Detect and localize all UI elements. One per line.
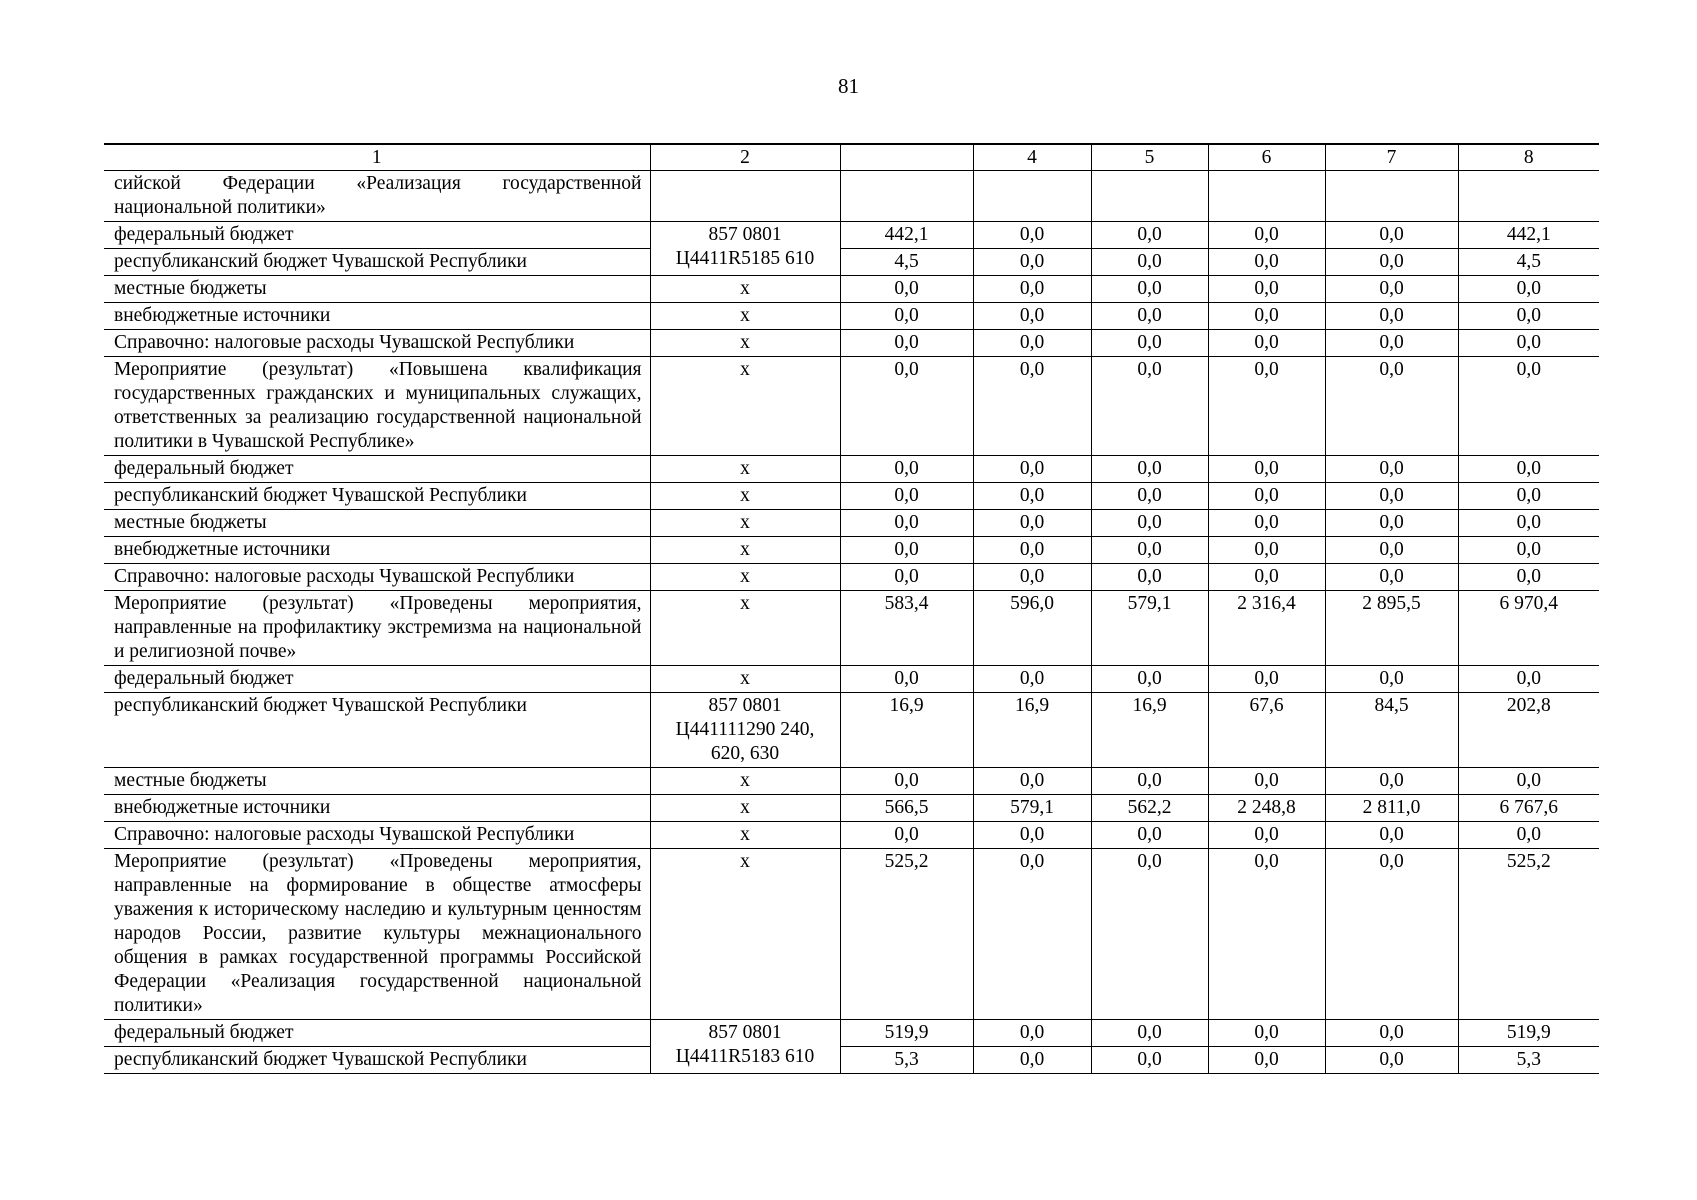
- table-row: [104, 795, 1599, 822]
- table-row: [104, 249, 1599, 276]
- value-cell: 0,0: [1208, 249, 1325, 276]
- row-name-cell: республиканский бюджет Чувашской Республики: [104, 693, 650, 768]
- budget-code-cell: x: [650, 768, 840, 795]
- value-cell: 4,5: [1458, 249, 1599, 276]
- value-cell: 0,0: [1091, 357, 1208, 456]
- value-cell: 0,0: [973, 564, 1091, 591]
- value-cell: 0,0: [1458, 666, 1599, 693]
- value-cell: 6 767,6: [1458, 795, 1599, 822]
- value-cell: [1208, 171, 1325, 222]
- value-cell: 0,0: [840, 276, 973, 303]
- value-cell: 519,9: [840, 1020, 973, 1047]
- value-cell: 0,0: [973, 357, 1091, 456]
- value-cell: 5,3: [1458, 1047, 1599, 1074]
- value-cell: 0,0: [1325, 822, 1458, 849]
- value-cell: 0,0: [973, 666, 1091, 693]
- row-name-cell: внебюджетные источники: [104, 303, 650, 330]
- value-cell: 2 248,8: [1208, 795, 1325, 822]
- value-cell: 0,0: [1325, 1047, 1458, 1074]
- table-row: [104, 510, 1599, 537]
- value-cell: 0,0: [1458, 303, 1599, 330]
- table-row: [104, 849, 1599, 1020]
- table-row: [104, 357, 1599, 456]
- table-row: [104, 693, 1599, 768]
- value-cell: 0,0: [1208, 849, 1325, 1020]
- value-cell: 0,0: [840, 822, 973, 849]
- budget-code-cell: 857 0801 Ц4411R5183 610: [650, 1020, 840, 1074]
- value-cell: 0,0: [1458, 822, 1599, 849]
- value-cell: 0,0: [1325, 537, 1458, 564]
- value-cell: 0,0: [1208, 357, 1325, 456]
- table-row: [104, 822, 1599, 849]
- value-cell: 442,1: [840, 222, 973, 249]
- value-cell: 2 316,4: [1208, 591, 1325, 666]
- value-cell: 0,0: [1208, 1020, 1325, 1047]
- value-cell: 0,0: [973, 510, 1091, 537]
- value-cell: 0,0: [1325, 768, 1458, 795]
- row-name-cell: местные бюджеты: [104, 768, 650, 795]
- value-cell: 0,0: [1091, 564, 1208, 591]
- value-cell: 0,0: [840, 456, 973, 483]
- value-cell: 519,9: [1458, 1020, 1599, 1047]
- budget-code-cell: x: [650, 666, 840, 693]
- value-cell: 525,2: [840, 849, 973, 1020]
- row-name-cell: республиканский бюджет Чувашской Республики: [104, 249, 650, 276]
- value-cell: 2 811,0: [1325, 795, 1458, 822]
- row-name-cell: республиканский бюджет Чувашской Республики: [104, 1047, 650, 1074]
- value-cell: 562,2: [1091, 795, 1208, 822]
- value-cell: 0,0: [1208, 510, 1325, 537]
- table-row: [104, 483, 1599, 510]
- value-cell: 0,0: [1458, 564, 1599, 591]
- row-name-cell: федеральный бюджет: [104, 456, 650, 483]
- budget-code-cell: x: [650, 357, 840, 456]
- row-name-cell: Справочно: налоговые расходы Чувашской Республики: [104, 822, 650, 849]
- value-cell: 566,5: [840, 795, 973, 822]
- value-cell: [1091, 171, 1208, 222]
- budget-table: [104, 143, 1599, 1074]
- row-name-cell: Мероприятие (результат) «Проведены мероприятия, направленные на профилактику экстремизма на национальной и религиозной почве»: [104, 591, 650, 666]
- budget-code-cell: x: [650, 537, 840, 564]
- table-row: [104, 456, 1599, 483]
- table-row: [104, 666, 1599, 693]
- row-name-cell: сийской Федерации «Реализация государственной национальной политики»: [104, 171, 650, 222]
- value-cell: 16,9: [1091, 693, 1208, 768]
- value-cell: 0,0: [840, 768, 973, 795]
- budget-code-cell: x: [650, 591, 840, 666]
- value-cell: 0,0: [840, 303, 973, 330]
- budget-code-cell: x: [650, 822, 840, 849]
- table-row: [104, 276, 1599, 303]
- budget-code-cell: x: [650, 795, 840, 822]
- value-cell: 0,0: [1325, 276, 1458, 303]
- value-cell: 0,0: [1208, 666, 1325, 693]
- value-cell: 0,0: [1091, 822, 1208, 849]
- column-header: 5: [1091, 144, 1208, 171]
- row-name-cell: Справочно: налоговые расходы Чувашской Республики: [104, 330, 650, 357]
- table-header-row: [104, 144, 1599, 171]
- budget-code-cell: x: [650, 456, 840, 483]
- budget-code-cell: [650, 171, 840, 222]
- value-cell: 0,0: [1208, 537, 1325, 564]
- value-cell: 0,0: [1091, 1020, 1208, 1047]
- value-cell: 0,0: [1091, 666, 1208, 693]
- column-header: 7: [1325, 144, 1458, 171]
- value-cell: 0,0: [973, 768, 1091, 795]
- value-cell: 0,0: [840, 330, 973, 357]
- budget-code-cell: x: [650, 510, 840, 537]
- table-row: [104, 537, 1599, 564]
- value-cell: 0,0: [973, 456, 1091, 483]
- value-cell: 0,0: [1325, 849, 1458, 1020]
- value-cell: 0,0: [973, 276, 1091, 303]
- column-header: 1: [104, 144, 650, 171]
- budget-code-cell: 857 0801 Ц4411R5185 610: [650, 222, 840, 276]
- value-cell: 0,0: [840, 564, 973, 591]
- page-number: 81: [838, 74, 859, 98]
- value-cell: 442,1: [1458, 222, 1599, 249]
- value-cell: [1325, 171, 1458, 222]
- budget-code-cell: x: [650, 564, 840, 591]
- value-cell: 0,0: [840, 483, 973, 510]
- row-name-cell: федеральный бюджет: [104, 222, 650, 249]
- value-cell: [1458, 171, 1599, 222]
- value-cell: 0,0: [1325, 303, 1458, 330]
- column-header: 4: [973, 144, 1091, 171]
- value-cell: 0,0: [1458, 456, 1599, 483]
- value-cell: 0,0: [973, 222, 1091, 249]
- value-cell: 0,0: [1458, 510, 1599, 537]
- value-cell: 0,0: [1208, 276, 1325, 303]
- value-cell: [840, 171, 973, 222]
- value-cell: 0,0: [1458, 276, 1599, 303]
- value-cell: 0,0: [973, 249, 1091, 276]
- table-row: [104, 303, 1599, 330]
- value-cell: 525,2: [1458, 849, 1599, 1020]
- value-cell: 84,5: [1325, 693, 1458, 768]
- row-name-cell: федеральный бюджет: [104, 666, 650, 693]
- value-cell: 0,0: [1325, 456, 1458, 483]
- value-cell: 0,0: [973, 303, 1091, 330]
- column-header: 2: [650, 144, 840, 171]
- value-cell: 0,0: [1091, 537, 1208, 564]
- table-row: [104, 222, 1599, 249]
- value-cell: 0,0: [1325, 330, 1458, 357]
- value-cell: 583,4: [840, 591, 973, 666]
- value-cell: 0,0: [1458, 330, 1599, 357]
- value-cell: 0,0: [1325, 483, 1458, 510]
- value-cell: 0,0: [1325, 510, 1458, 537]
- value-cell: 0,0: [1091, 330, 1208, 357]
- value-cell: 0,0: [1091, 303, 1208, 330]
- value-cell: 0,0: [1091, 768, 1208, 795]
- value-cell: 0,0: [1091, 849, 1208, 1020]
- value-cell: 0,0: [973, 1020, 1091, 1047]
- budget-code-cell: 857 0801 Ц441111290 240, 620, 630: [650, 693, 840, 768]
- value-cell: 0,0: [840, 666, 973, 693]
- value-cell: 579,1: [973, 795, 1091, 822]
- value-cell: 0,0: [1325, 564, 1458, 591]
- value-cell: 0,0: [1208, 222, 1325, 249]
- table-row: [104, 330, 1599, 357]
- table-row: [104, 768, 1599, 795]
- value-cell: 0,0: [1325, 249, 1458, 276]
- value-cell: 0,0: [973, 822, 1091, 849]
- budget-code-cell: x: [650, 330, 840, 357]
- table-row: [104, 1047, 1599, 1074]
- value-cell: 16,9: [973, 693, 1091, 768]
- row-name-cell: Мероприятие (результат) «Повышена квалификация государственных гражданских и муниципальных служащих, ответственных за реализацию государственной национальной политики в Чувашской Республике»: [104, 357, 650, 456]
- table-row: [104, 564, 1599, 591]
- value-cell: 0,0: [1458, 357, 1599, 456]
- row-name-cell: местные бюджеты: [104, 510, 650, 537]
- value-cell: 16,9: [840, 693, 973, 768]
- value-cell: 0,0: [1325, 357, 1458, 456]
- value-cell: 0,0: [1458, 483, 1599, 510]
- value-cell: 0,0: [1458, 768, 1599, 795]
- budget-code-cell: x: [650, 303, 840, 330]
- value-cell: 2 895,5: [1325, 591, 1458, 666]
- value-cell: 0,0: [1325, 666, 1458, 693]
- value-cell: 0,0: [1091, 483, 1208, 510]
- row-name-cell: Справочно: налоговые расходы Чувашской Республики: [104, 564, 650, 591]
- value-cell: 0,0: [1208, 303, 1325, 330]
- value-cell: [973, 171, 1091, 222]
- value-cell: 0,0: [1325, 1020, 1458, 1047]
- value-cell: 0,0: [1091, 222, 1208, 249]
- value-cell: 6 970,4: [1458, 591, 1599, 666]
- value-cell: 0,0: [973, 330, 1091, 357]
- value-cell: 0,0: [1325, 222, 1458, 249]
- value-cell: 0,0: [973, 537, 1091, 564]
- value-cell: 0,0: [840, 537, 973, 564]
- value-cell: 202,8: [1458, 693, 1599, 768]
- table-row: [104, 591, 1599, 666]
- budget-code-cell: x: [650, 483, 840, 510]
- row-name-cell: местные бюджеты: [104, 276, 650, 303]
- value-cell: 67,6: [1208, 693, 1325, 768]
- value-cell: 0,0: [1208, 564, 1325, 591]
- table-body: [104, 144, 1599, 1074]
- value-cell: 0,0: [973, 1047, 1091, 1074]
- value-cell: 0,0: [840, 357, 973, 456]
- value-cell: 0,0: [973, 849, 1091, 1020]
- value-cell: 0,0: [1091, 510, 1208, 537]
- value-cell: 0,0: [1091, 1047, 1208, 1074]
- value-cell: 0,0: [1208, 1047, 1325, 1074]
- value-cell: 579,1: [1091, 591, 1208, 666]
- row-name-cell: республиканский бюджет Чувашской Республики: [104, 483, 650, 510]
- value-cell: 0,0: [1091, 276, 1208, 303]
- value-cell: 0,0: [1208, 330, 1325, 357]
- value-cell: 0,0: [1208, 822, 1325, 849]
- column-header: 8: [1458, 144, 1599, 171]
- value-cell: 0,0: [973, 483, 1091, 510]
- value-cell: 0,0: [1208, 456, 1325, 483]
- value-cell: 0,0: [1458, 537, 1599, 564]
- value-cell: 4,5: [840, 249, 973, 276]
- budget-code-cell: x: [650, 849, 840, 1020]
- row-name-cell: внебюджетные источники: [104, 537, 650, 564]
- row-name-cell: внебюджетные источники: [104, 795, 650, 822]
- budget-code-cell: x: [650, 276, 840, 303]
- value-cell: 0,0: [1091, 249, 1208, 276]
- row-name-cell: Мероприятие (результат) «Проведены мероприятия, направленные на формирование в обществе атмосферы уважения к историческому наследию и культурным ценностям народов России, развитие культуры межнационального общения в рамках государственной программы Российской Федерации «Реализация государственной национальной политики»: [104, 849, 650, 1020]
- column-header: [840, 144, 973, 171]
- value-cell: 0,0: [1208, 483, 1325, 510]
- value-cell: 5,3: [840, 1047, 973, 1074]
- table-row: [104, 171, 1599, 222]
- value-cell: 0,0: [1208, 768, 1325, 795]
- value-cell: 0,0: [1091, 456, 1208, 483]
- value-cell: 0,0: [840, 510, 973, 537]
- value-cell: 596,0: [973, 591, 1091, 666]
- table-row: [104, 1020, 1599, 1047]
- column-header: 6: [1208, 144, 1325, 171]
- row-name-cell: федеральный бюджет: [104, 1020, 650, 1047]
